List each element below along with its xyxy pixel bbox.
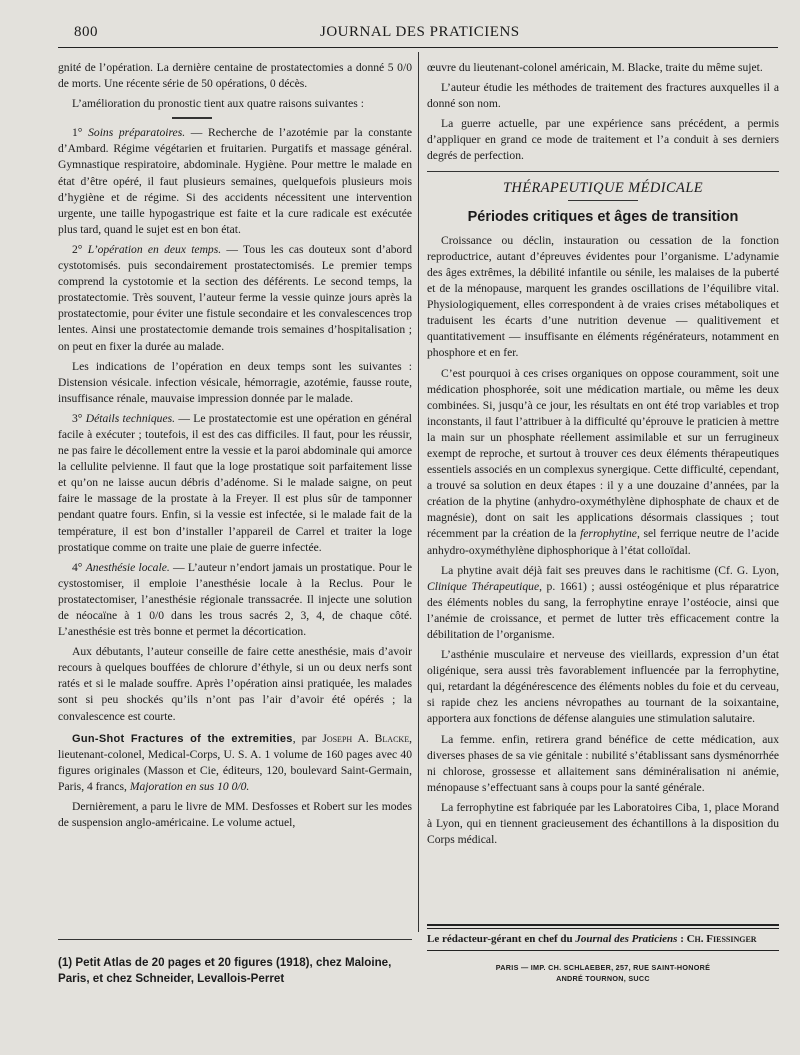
- paragraph: [427, 366, 779, 559]
- section-heading: Détails techniques.: [85, 411, 176, 425]
- paragraph: La guerre actuelle, par une expérience sans précédent, a permis d’appliquer en grand ce mode de traitement et l’a conduit à ses derniers degrés de perfection.: [427, 117, 779, 163]
- section-number: 2°: [72, 242, 83, 256]
- product-name: ferrophytine: [580, 527, 637, 541]
- section-number: 4°: [72, 560, 83, 574]
- printer-imprint: [427, 962, 779, 984]
- footnote-rule: [58, 939, 412, 940]
- book-by: , par: [292, 731, 323, 745]
- paragraph: L’auteur étudie les méthodes de traitement des fractures auxquelles il a donné son nom.: [427, 81, 779, 111]
- section-text: — Recherche de l’azotémie par la constante d’Ambard. Régime végétarien et fruitarien. Purgatifs et massage général. Gymnastique respiratoire, abdominale. Hygiène. Pour mettre le malade en état d’être opéré, il faut plusieurs semaines, quelquefois plusieurs mois d’hygiène et de régime. Si des accidents nécessitent une intervention urgente, une taille hypogastrique est faite et la cure radicale est exécutée plus tard, quand le sujet est en bon état.: [58, 126, 412, 236]
- cited-work: Clinique Thérapeutique: [427, 579, 540, 593]
- paragraph: [427, 563, 779, 643]
- section-rule: [427, 171, 779, 172]
- paragraph: Les indications de l’opération en deux temps sont les suivantes : Distension vésicale. infection vésicale, hémorragie, azotémie, fausse route, insuffisance rénale, mauvaise impression donnée par le malade.: [58, 359, 412, 405]
- left-column: [58, 60, 412, 835]
- section-text: — Le prostatectomie est une opération en général facile à exécuter ; toutefois, il est des cas difficiles. Il faut, pour les réussir, ne pas faire le décollement entre la vessie et la paroi abdominale qui amorce la cellulite pelvienne. Il faut que la loge prostatique soit parfaitement lisse et qu’on ne laisse aucun débris d’adénome. Si le malade saigne, on peut faire le massage de la prostate à la Freyer. Il est plus sûr de tamponner pendant quatre fours. Enfin, si la vessie est infectée, si le malade fait de la température, il est bon d’installer l’appareil de Carrel et traiter la loge prostatique comme on traite une plaie de guerre infectée.: [58, 411, 412, 554]
- footnote: (1) Petit Atlas de 20 pages et 20 figures (1918), chez Maloine, Paris, et chez Schneider, Levallois-Perret: [58, 956, 392, 985]
- numbered-section: [58, 242, 412, 355]
- text-span: , p. 1661) ; aussi ostéogénique et plus réparatrice des éléments nobles du sang, la ferrophytine enraye l’ostéocie, ainsi que l’anémie de croissance, et permet de lutter très efficacement contre la débilitation de l’organisme.: [427, 579, 780, 641]
- book-title: Gun-Shot Fractures of the extremities: [72, 732, 293, 745]
- section-text: — Tous les cas douteux sont d’abord cystotomisés. puis secondairement prostatectomisés. Le premier temps comprend la cystotomie et la section des déférents. Le second temps, la prostatectomie. Très souvent, l’auteur ferme la vessie quinze jours après la prostatectomie, pour éviter une fistule secondaire et les convalescences trop lentes. Ainsi une prostatectomie demande trois semaines d’hospitalisation ; on peut en fixer la durée au malade.: [58, 242, 413, 353]
- page-header: [74, 24, 778, 44]
- section-divider: [172, 117, 212, 119]
- book-details: , lieutenant-colonel, Medical-Corps, U. S. A. 1 volume de 160 pages avec 40 figures originales (Masson et Cie, éditeurs, 120, boulevard Saint-Germain, Paris, 4 francs,: [58, 731, 412, 793]
- paragraph: Aux débutants, l’auteur conseille de faire cette anesthésie, mais d’avoir recours à quelques bouffées de chlorure d’éthyle, si un ou deux nerfs sont ratés et si le malade souffre. Après l’opération ainsi pratiquée, les malades sont si peu shockés qu’ils n’ont pas l’air d’avoir été opérés ; la convalescence est courte.: [58, 645, 412, 723]
- editor-rule: [427, 950, 779, 951]
- header-rule: [58, 47, 778, 48]
- paragraph: La femme. enfin, retirera grand bénéfice de cette médication, aux diverses phases de sa vie génitale : nubilité s’établissant sans dysménorrhée ni chlorose, grossesse et allaitement sans déminéralisation ni anémie, ménopause s’effectuant sans à coups pour la santé générale.: [427, 732, 779, 794]
- text-span: La phytine avait déjà fait ses preuves dans le rachitisme (Cf. G. Lyon,: [441, 563, 779, 577]
- numbered-section: [58, 560, 412, 640]
- paragraph: Dernièrement, a paru le livre de MM. Desfosses et Robert sur les modes de suspension anglo-américaine. Le volume actuel,: [58, 800, 412, 830]
- right-column: [427, 60, 779, 852]
- page-number: 800: [74, 24, 98, 40]
- paragraph: gnité de l’opération. La dernière centaine de prostatectomies a donné 5 0/0 de morts. Une récente série de 50 opérations, 0 décès.: [58, 61, 412, 91]
- section-number: 3°: [72, 411, 83, 425]
- book-review: [58, 731, 412, 795]
- book-author: Joseph A. Blacke: [322, 731, 410, 745]
- section-number: 1°: [72, 126, 83, 140]
- book-price-note: Majoration en sus 10 0/0.: [129, 779, 250, 793]
- section-heading: Anesthésie locale.: [85, 560, 170, 574]
- article-end-rule-thin: [427, 928, 779, 929]
- section-text: — L’auteur n’endort jamais un prostatique. Pour le cystostomiser, il emploie l’anesthésie locale à la Reclus. Pour le prostatectomiser, l’anesthésie régionale transsacrée. Il injecte une solution de néocaïne à 1 0/0 dans les trous sacrés 2, 3, 4, de chaque côté. L’anesthésie est très bonne et permet la décortication.: [58, 560, 412, 639]
- section-title: THÉRAPEUTIQUE MÉDICALE: [502, 179, 704, 196]
- paragraph: La ferrophytine est fabriquée par les Laboratoires Ciba, 1, place Morand à Lyon, qui en tiennent gracieusement des échantillons à la disposition du Corps médical.: [427, 800, 779, 847]
- text-span: , sel ferrique neutre de l’acide anhydro-oxyméthylène diphosphorique à l’état colloïdal.: [427, 527, 779, 557]
- editor-journal: Journal des Praticiens: [575, 933, 678, 945]
- section-heading: Soins préparatoires.: [88, 126, 186, 140]
- text-span: C’est pourquoi à ces crises organiques on oppose couramment, soit une médication phosphorée, soit une médication martiale, ou même les deux combinées. Si, jusqu’à ce jour, les résultats en ont été trop variables et trop inconstants, il faut l’attribuer à la difficulté qu’éprouve le praticien à mettre la main sur un phosphate réellement assimilable et sur un ferrugineux exempt de reproche, et surtout à trouver ces deux éléments thérapeutiques essentiels associés en un complexus synergique. Cette difficulté, cependant, a trouvé sa solution en deux étapes : il y a une douzaine d’années, par la création de la phytine (anhydro-oxyméthylène diphosphate de chaux et de magnésie), dont on sait les applications désormais classiques ; tout récemment par la création de la: [427, 366, 779, 541]
- imprint-line: PARIS — IMP. CH. SCHLAEBER, 257, RUE SAINT-HONORÉ: [495, 963, 711, 972]
- editor-name: : Ch. Fiessinger: [677, 933, 757, 945]
- column-divider: [418, 52, 419, 932]
- paragraph: Croissance ou déclin, instauration ou cessation de la fonction reproductrice, autant d’épreuves évidentes pour l’organisme. L’adynamie des âges extrêmes, la débilité infantile ou sénile, les malaises de la puberté et de la ménopause, marquent les grandes oscillations de l’équilibre vital. Physiologiquement, elles correspondent à de vraies crises métaboliques et traduisent les écarts d’une nutrition devenue — qualitivement et quantitativement — insuffisante en éléments régénérateurs, notamment en phosphore et en fer.: [427, 233, 779, 360]
- paragraph: L’amélioration du pronostic tient aux quatre raisons suivantes :: [72, 97, 364, 111]
- section-title-underline: [568, 200, 638, 201]
- paragraph: œuvre du lieutenant-colonel américain, M. Blacke, traite du même sujet.: [427, 61, 763, 74]
- imprint-line: ANDRÉ TOURNON, SUCC: [556, 974, 650, 983]
- editor-line: [427, 933, 779, 945]
- section-heading: L’opération en deux temps.: [87, 242, 222, 256]
- numbered-section: [58, 125, 412, 238]
- numbered-section: [58, 411, 412, 556]
- article-end-rule: [427, 924, 779, 926]
- journal-title: JOURNAL DES PRATICIENS: [320, 24, 520, 40]
- article-title: Périodes critiques et âges de transition: [467, 208, 739, 225]
- paragraph: L’asthénie musculaire et nerveuse des vieillards, expression d’un état oligénique, sera aussi très favorablement influencée par la ferrophytine, qui, retardant la dégénérescence des éléments nobles du foie et du cerveau, si rapide chez les anciens névropathes au tournant de la soixantaine, apportera aux fonctions de défense alanguies une stimulation salutaire.: [427, 648, 779, 726]
- editor-prefix: Le rédacteur-gérant en chef du: [427, 933, 576, 945]
